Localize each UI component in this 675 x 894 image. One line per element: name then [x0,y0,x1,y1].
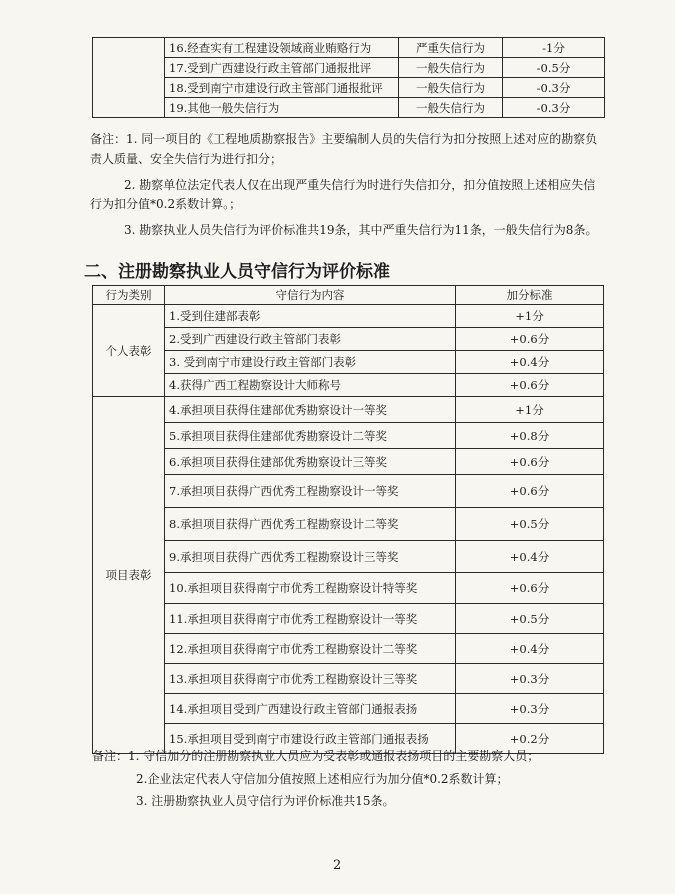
note-2-line-1: 2. 勘察单位法定代表人仅在出现严重失信行为时进行失信扣分，扣分值按照上述相应失信 [124,178,596,192]
behavior-content: 11.承担项目获得南宁市优秀工程勘察设计一等奖 [165,604,456,634]
table-row [93,449,604,475]
note-1-line-2: 责人质量、安全失信行为进行扣分； [90,152,283,166]
table-row [93,664,604,694]
bonus-score: +0.3分 [456,664,604,694]
behavior-content: 1.受到住建部表彰 [165,305,456,328]
category-cell: 项目表彰 [93,397,165,754]
table-row [93,305,604,328]
note-3: 3. 勘察执业人员失信行为评价标准共19条，其中严重失信行为11条，一般失信行为8条。 [124,223,598,237]
behavior-content: 18.受到南宁市建设行政主管部门通报批评 [165,78,399,98]
table-row [93,38,605,58]
trust-note-3: 3. 注册勘察执业人员守信行为评价标准共15条。 [136,794,395,808]
deduction-score: -0.3分 [503,78,605,98]
deduction-score: -0.5分 [503,58,605,78]
table-row [93,573,604,604]
behavior-content: 14.承担项目受到广西建设行政主管部门通报表扬 [165,694,456,724]
table-row [93,604,604,634]
behavior-level: 严重失信行为 [399,38,503,58]
bonus-score: +0.5分 [456,508,604,541]
behavior-content: 7.承担项目获得广西优秀工程勘察设计一等奖 [165,475,456,508]
behavior-content: 6.承担项目获得住建部优秀勘察设计三等奖 [165,449,456,475]
bonus-score: +0.4分 [456,634,604,664]
bonus-score: +0.6分 [456,573,604,604]
bonus-score: +0.5分 [456,604,604,634]
header-score: 加分标准 [456,286,604,305]
behavior-content: 10.承担项目获得南宁市优秀工程勘察设计特等奖 [165,573,456,604]
behavior-content: 4.获得广西工程勘察设计大师称号 [165,374,456,397]
behavior-level: 一般失信行为 [399,78,503,98]
trust-behavior-table [92,285,604,754]
table-row [93,328,604,351]
behavior-content: 5.承担项目获得住建部优秀勘察设计二等奖 [165,423,456,449]
behavior-level: 一般失信行为 [399,58,503,78]
behavior-content: 8.承担项目获得广西优秀工程勘察设计二等奖 [165,508,456,541]
page-number: 2 [333,858,342,873]
table-row [93,541,604,573]
table-row [93,634,604,664]
table-row [93,58,605,78]
table-row [93,694,604,724]
behavior-content: 17.受到广西建设行政主管部门通报批评 [165,58,399,78]
behavior-content: 3. 受到南宁市建设行政主管部门表彰 [165,351,456,374]
bonus-score: +0.6分 [456,449,604,475]
category-cell: 个人表彰 [93,305,165,397]
table-row [93,475,604,508]
deduction-score: -1分 [503,38,605,58]
bonus-score: +0.6分 [456,328,604,351]
bonus-score: +0.2分 [456,724,604,754]
bonus-score: +0.6分 [456,374,604,397]
table-row [93,397,604,423]
header-content: 守信行为内容 [165,286,456,305]
behavior-content: 13.承担项目获得南宁市优秀工程勘察设计三等奖 [165,664,456,694]
bonus-score: +0.8分 [456,423,604,449]
behavior-content: 19.其他一般失信行为 [165,98,399,118]
behavior-content: 12.承担项目获得南宁市优秀工程勘察设计二等奖 [165,634,456,664]
behavior-content: 15.承担项目受到南宁市建设行政主管部门通报表扬 [165,724,456,754]
table-row [93,78,605,98]
behavior-level: 一般失信行为 [399,98,503,118]
behavior-content: 9.承担项目获得广西优秀工程勘察设计三等奖 [165,541,456,573]
bonus-score: +0.6分 [456,475,604,508]
category-cell [93,38,165,118]
bonus-score: +1分 [456,305,604,328]
bonus-score: +0.4分 [456,541,604,573]
table-row [93,351,604,374]
table-header-row [93,286,604,305]
header-category: 行为类别 [93,286,165,305]
deduction-score: -0.3分 [503,98,605,118]
trust-note-2: 2.企业法定代表人守信加分值按照上述相应行为加分值*0.2系数计算； [136,772,509,786]
disciplinary-table-continued [92,37,605,118]
bonus-score: +0.3分 [456,694,604,724]
table-row [93,508,604,541]
bonus-score: +1分 [456,397,604,423]
behavior-content: 16.经查实有工程建设领域商业贿赂行为 [165,38,399,58]
behavior-content: 4.承担项目获得住建部优秀勘察设计一等奖 [165,397,456,423]
table-row [93,423,604,449]
trust-note-1: 备注：1. 守信加分的注册勘察执业人员应为受表彰或通报表扬项目的主要勘察人员； [92,749,540,763]
note-2-line-2: 行为扣分值*0.2系数计算。； [90,197,242,211]
bonus-score: +0.4分 [456,351,604,374]
note-1-line-1: 备注：1. 同一项目的《工程地质勘察报告》主要编制人员的失信行为扣分按照上述对应的勘察负 [90,132,598,146]
table-row [93,98,605,118]
section-title: 二、注册勘察执业人员守信行为评价标准 [84,262,390,282]
table-row [93,374,604,397]
behavior-content: 2.受到广西建设行政主管部门表彰 [165,328,456,351]
